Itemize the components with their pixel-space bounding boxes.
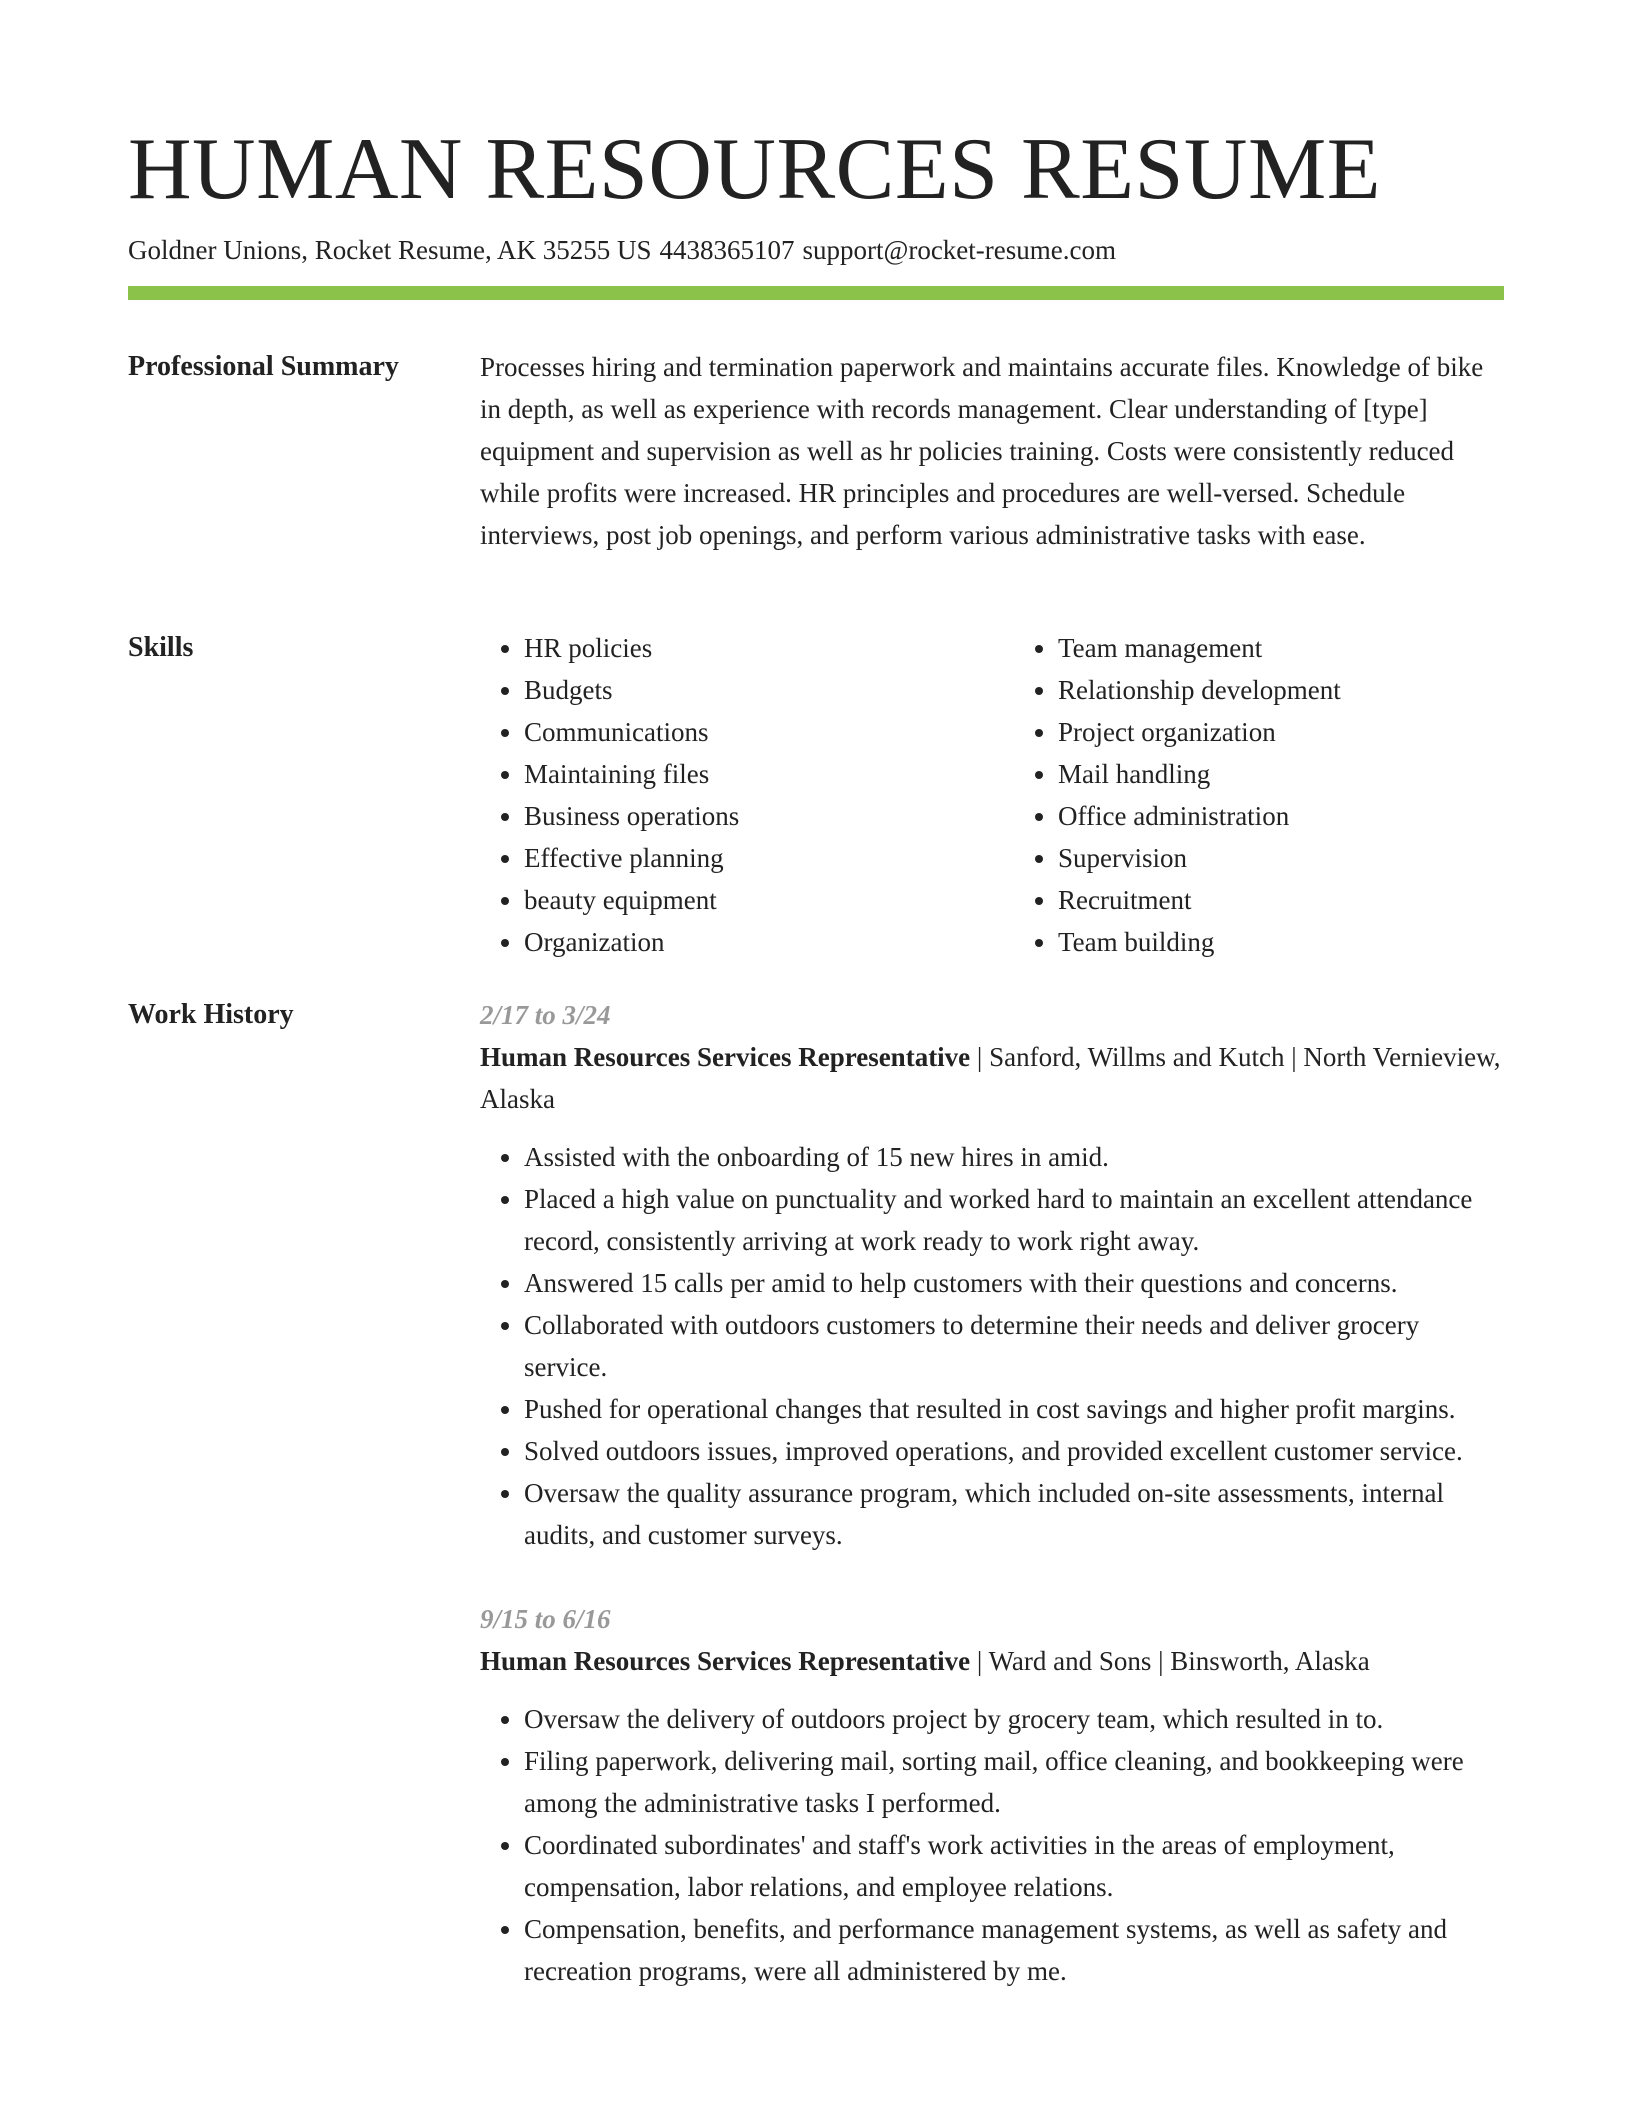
skills-lists xyxy=(480,627,1504,963)
summary-text: Processes hiring and termination paperwork and maintains accurate files. Knowledge of bike in depth, as well as experience with records management. Clear understanding of [type] equipment and supervision as well as hr policies training. Costs were consistently reduced while profits were increased. HR principles and procedures are well-versed. Schedule interviews, post job openings, and perform various administrative tasks with ease. xyxy=(480,352,1484,550)
job-bullet: • Oversaw the quality assurance program, which included on-site assessments, internal audits, and customer surveys. xyxy=(524,1472,1504,1556)
job-bullets xyxy=(480,1698,1504,1992)
work-history-body xyxy=(480,994,1504,2034)
job-bullet: • Solved outdoors issues, improved operations, and provided excellent customer service. xyxy=(524,1430,1504,1472)
job-title: Human Resources Services Representative xyxy=(480,1646,971,1676)
job-heading xyxy=(480,1640,1504,1682)
skill-item: • Team building xyxy=(1058,921,1504,963)
resume-title: HUMAN RESOURCES RESUME xyxy=(128,121,1381,218)
skills-heading: Skills xyxy=(128,632,194,663)
job-bullet: • Pushed for operational changes that resulted in cost savings and higher profit margins. xyxy=(524,1388,1504,1430)
job-entry xyxy=(480,1598,1504,1992)
contact-address: Goldner Unions, Rocket Resume, AK 35255 US xyxy=(128,235,652,265)
skill-item: • Organization xyxy=(524,921,970,963)
skill-item: • Recruitment xyxy=(1058,879,1504,921)
job-entry xyxy=(480,994,1504,1556)
contact-line xyxy=(128,230,1116,270)
header-divider xyxy=(128,286,1504,300)
skill-item: • Supervision xyxy=(1058,837,1504,879)
skill-item: • Office administration xyxy=(1058,795,1504,837)
job-bullet: • Placed a high value on punctuality and worked hard to maintain an excellent attendance record, consistently arriving at work ready to work right away. xyxy=(524,1178,1504,1262)
skills-list-right xyxy=(1014,627,1504,963)
skill-item: • Budgets xyxy=(524,669,970,711)
job-bullets xyxy=(480,1136,1504,1556)
contact-phone: 4438365107 xyxy=(659,235,795,265)
skill-item: • Effective planning xyxy=(524,837,970,879)
skill-item: • Team management xyxy=(1058,627,1504,669)
job-bullet: • Assisted with the onboarding of 15 new hires in amid. xyxy=(524,1136,1504,1178)
job-details: | Sanford, Willms and Kutch | North Vernieview, Alaska xyxy=(480,1042,1501,1114)
job-bullet: • Coordinated subordinates' and staff's work activities in the areas of employment, compensation, labor relations, and employee relations. xyxy=(524,1824,1504,1908)
work-history-heading: Work History xyxy=(128,999,294,1030)
job-title: Human Resources Services Representative xyxy=(480,1042,971,1072)
summary-heading: Professional Summary xyxy=(128,351,399,382)
job-bullet: • Filing paperwork, delivering mail, sorting mail, office cleaning, and bookkeeping were among the administrative tasks I performed. xyxy=(524,1740,1504,1824)
skill-item: • Relationship development xyxy=(1058,669,1504,711)
skill-item: • HR policies xyxy=(524,627,970,669)
job-bullet: • Compensation, benefits, and performance management systems, as well as safety and recreation programs, were all administered by me. xyxy=(524,1908,1504,1992)
summary-body xyxy=(480,346,1504,556)
skill-item: • Project organization xyxy=(1058,711,1504,753)
job-heading xyxy=(480,1036,1504,1120)
job-bullet: • Oversaw the delivery of outdoors project by grocery team, which resulted in to. xyxy=(524,1698,1504,1740)
job-details: | Ward and Sons | Binsworth, Alaska xyxy=(970,1646,1370,1676)
contact-email: support@rocket-resume.com xyxy=(802,235,1116,265)
job-dates: 9/15 to 6/16 xyxy=(480,1604,611,1634)
job-bullet: • Collaborated with outdoors customers to determine their needs and deliver grocery service. xyxy=(524,1304,1504,1388)
skill-item: • Mail handling xyxy=(1058,753,1504,795)
skill-item: • beauty equipment xyxy=(524,879,970,921)
job-bullet: • Answered 15 calls per amid to help customers with their questions and concerns. xyxy=(524,1262,1504,1304)
job-dates: 2/17 to 3/24 xyxy=(480,1000,611,1030)
skills-list-left xyxy=(480,627,970,963)
skill-item: • Business operations xyxy=(524,795,970,837)
skill-item: • Maintaining files xyxy=(524,753,970,795)
skill-item: • Communications xyxy=(524,711,970,753)
